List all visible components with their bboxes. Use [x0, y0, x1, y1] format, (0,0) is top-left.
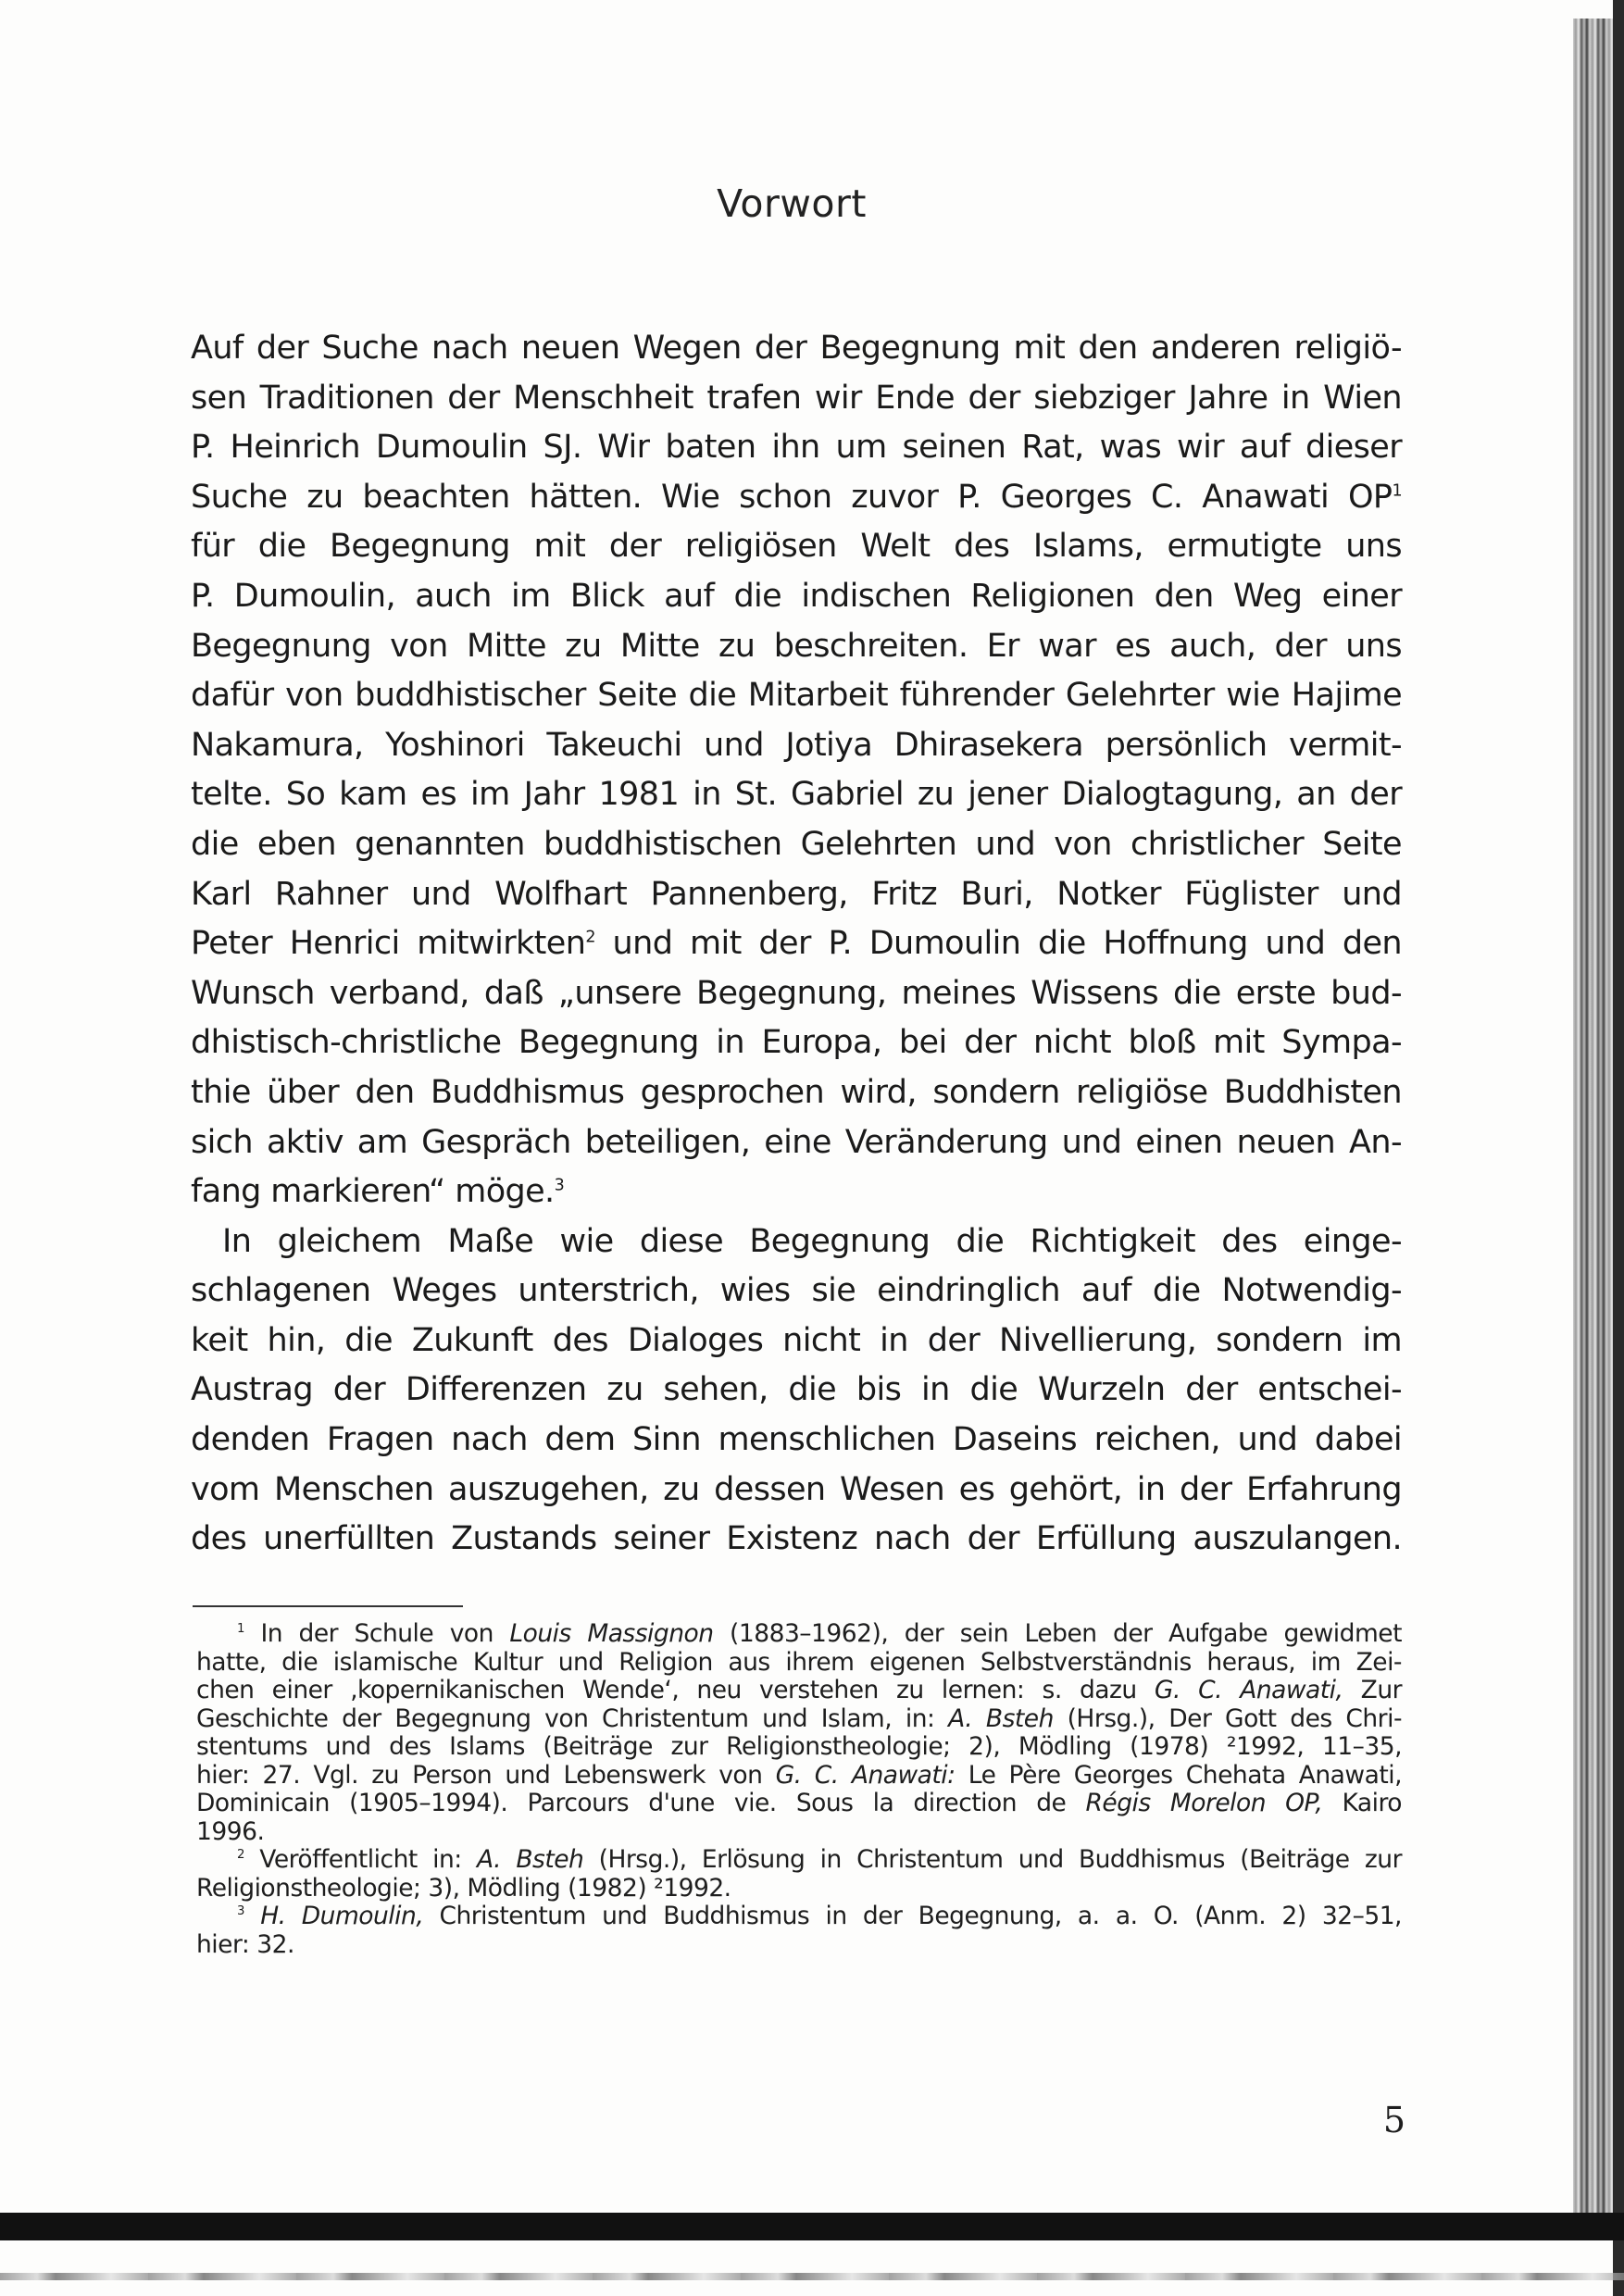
body-line: dhistisch-christliche Begegnung in Europa, bei der nicht bloß mit Sympa- [191, 1024, 1402, 1062]
footnote-2-line [196, 1846, 1402, 1875]
footnote-text: chen einer ‚kopernikanischen Wende‘, neu verstehen zu lernen: s. dazu [196, 1676, 1155, 1704]
footnote-text: (Hrsg.), Der Gott des Chri- [1053, 1703, 1403, 1733]
footnote-number: 3 [237, 1904, 244, 1919]
body-line: Nakamura, Yoshinori Takeuchi und Jotiya Dhirasekera persönlich vermit- [191, 726, 1402, 764]
body-line-text: Peter Henrici mitwirkten [191, 925, 586, 963]
body-line-text: Suche zu beachten hätten. Wie schon zuvor P. Georges C. Anawati OP [191, 478, 1393, 516]
footnote-text: Dominicain (1905–1994). Parcours d'une vie. Sous la direction de [196, 1789, 1086, 1817]
footnote-1-line [196, 1677, 1402, 1705]
footnote-author: Régis Morelon OP, [1085, 1789, 1323, 1817]
footnote-1-line [196, 1762, 1402, 1791]
body-line: die eben genannten buddhistischen Gelehrten und von christlicher Seite [191, 825, 1402, 863]
body-line [191, 1167, 1402, 1217]
footnote-ref-1: 1 [1392, 481, 1402, 501]
footnote-text: (Hrsg.), Erlösung in Christentum und Buddhismus (Beiträge zur [583, 1845, 1402, 1874]
footnote-text: Christentum und Buddhismus in der Begegnung, a. a. O. (Anm. 2) 32–51, [423, 1902, 1402, 1930]
body-line: sen Traditionen der Menschheit trafen wir Ende der siebziger Jahre in Wien [191, 379, 1402, 417]
body-line-text: und mit der P. Dumoulin die Hoffnung und den [594, 925, 1402, 963]
body-line: In gleichem Maße wie diese Begegnung die Richtigkeit des einge- [222, 1222, 1402, 1260]
body-line: dafür von buddhistischer Seite die Mitarbeit führender Gelehrter wie Hajime [191, 677, 1402, 715]
body-line: denden Fragen nach dem Sinn menschlichen Daseins reichen, und dabei [191, 1421, 1402, 1459]
body-line: Begegnung von Mitte zu Mitte zu beschreiten. Er war es auch, der uns [191, 627, 1402, 665]
body-text [191, 324, 1402, 1565]
footnote-ref-3: 3 [554, 1176, 565, 1195]
body-line: Wunsch verband, daß „unsere Begegnung, meines Wissens die erste bud- [191, 974, 1402, 1012]
footnote-text: (1883–1962), der sein Leben der Aufgabe gewidmet [713, 1619, 1402, 1648]
footnote-1-line: hatte, die islamische Kultur und Religion aus ihrem eigenen Selbstverständnis heraus, im Zei- [196, 1647, 1402, 1677]
footnote-ref-2: 2 [585, 928, 595, 947]
scan-bottom-bar [0, 2213, 1624, 2240]
footnote-author: G. C. Anawati: [775, 1760, 956, 1790]
footnote-text: In der Schule von [260, 1619, 510, 1648]
scan-outer-edge [1613, 0, 1624, 2296]
body-line: Auf der Suche nach neuen Wegen der Begegnung mit den anderen religiö- [191, 330, 1402, 367]
page-title: Vorwort [717, 181, 867, 226]
footnote-1-line [196, 1790, 1402, 1818]
body-line: Karl Rahner und Wolfhart Pannenberg, Fritz Buri, Notker Füglister und [191, 875, 1402, 913]
scan-bottom-strip [0, 2273, 1624, 2280]
body-line: schlagenen Weges unterstrich, wies sie eindringlich auf die Notwendig- [191, 1272, 1402, 1310]
body-line [191, 473, 1402, 523]
footnote-author: A. Bsteh [476, 1845, 584, 1874]
footnote-author: Louis Massignon [509, 1619, 714, 1648]
footnote-2-line: Religionstheologie; 3), Mödling (1982) ²1992. [196, 1873, 731, 1903]
footnote-text: Zur [1343, 1676, 1403, 1704]
footnote-3-line: hier: 32. [196, 1929, 294, 1959]
footnote-author: H. Dumoulin, [260, 1902, 424, 1930]
body-line: P. Heinrich Dumoulin SJ. Wir baten ihn um seinen Rat, was wir auf dieser [191, 429, 1402, 467]
body-line-text: fang markieren“ möge. [191, 1173, 555, 1211]
footnote-1-line [196, 1620, 1402, 1649]
footnote-divider [193, 1605, 463, 1607]
body-line: thie über den Buddhismus gesprochen wird, sondern religiöse Buddhisten [191, 1073, 1402, 1111]
footnote-text: Veröffentlicht in: [259, 1845, 477, 1874]
footnote-3-line [196, 1903, 1402, 1931]
footnote-author: A. Bsteh [948, 1703, 1054, 1733]
footnote-text: Geschichte der Begegnung von Christentum und Islam, in: [196, 1703, 949, 1733]
footnote-text: hier: 27. Vgl. zu Person und Lebenswerk von [196, 1760, 776, 1790]
footnotes [196, 1620, 1402, 1959]
body-line: P. Dumoulin, auch im Blick auf die indischen Religionen den Weg einer [191, 577, 1402, 615]
footnote-1-line: stentums und des Islams (Beiträge zur Religionstheologie; 2), Mödling (1978) ²1992, 11–35, [196, 1732, 1402, 1761]
body-line: vom Menschen auszugehen, zu dessen Wesen es gehört, in der Erfahrung [191, 1470, 1402, 1508]
body-line: des unerfüllten Zustands seiner Existenz nach der Erfüllung auszulangen. [191, 1520, 1402, 1558]
footnote-1-line: 1996. [196, 1816, 265, 1846]
body-line: keit hin, die Zukunft des Dialoges nicht in der Nivellierung, sondern im [191, 1321, 1402, 1359]
body-line: für die Begegnung mit der religiösen Welt des Islams, ermutigte uns [191, 528, 1402, 566]
body-line: telte. So kam es im Jahr 1981 in St. Gabriel zu jener Dialogtagung, an der [191, 776, 1402, 814]
body-line: sich aktiv am Gespräch beteiligen, eine Veränderung und einen neuen An- [191, 1123, 1402, 1161]
body-line [191, 919, 1402, 969]
body-line: Austrag der Differenzen zu sehen, die bis in die Wurzeln der entschei- [191, 1371, 1402, 1409]
footnote-number: 1 [237, 1622, 244, 1637]
footnote-author: G. C. Anawati, [1154, 1676, 1343, 1704]
footnote-1-line [196, 1705, 1402, 1734]
page-number: 5 [1382, 2100, 1405, 2140]
footnote-text: Le Père Georges Chehata Anawati, [955, 1760, 1402, 1790]
footnote-number: 2 [237, 1848, 244, 1863]
footnote-text: Kairo [1322, 1789, 1402, 1817]
